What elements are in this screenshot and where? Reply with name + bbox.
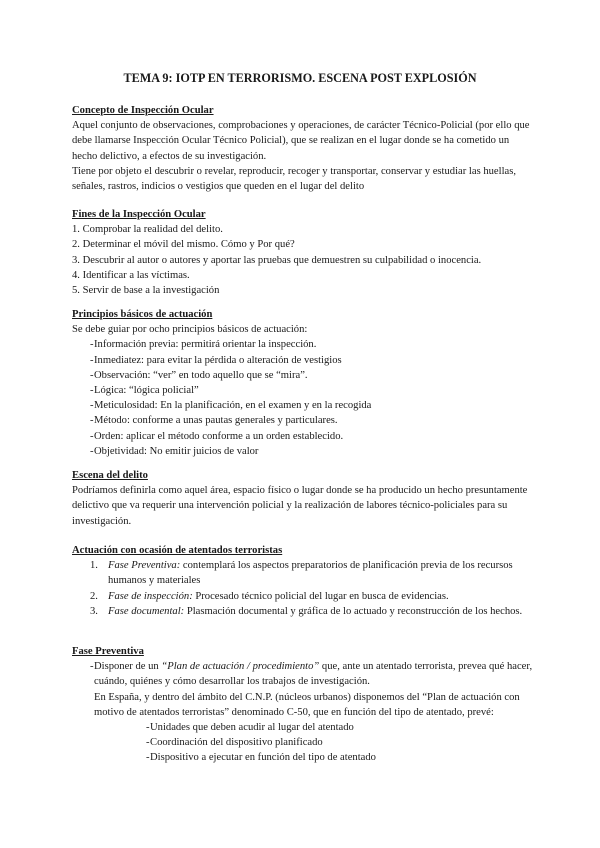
section-fines: [72, 207, 534, 298]
item-number: 3.: [90, 605, 98, 617]
paragraph: Aquel conjunto de observaciones, comprobaciones y operaciones, de carácter Técnico-Policial (por ello que debe llamarse Inspección Ocular Técnico Policial), que se realizan en el lugar donde se ha cometido un hecho delictivo, a efectos de su investigación.: [72, 120, 530, 162]
list-item: - Unidades que deben acudir al lugar del atentado: [128, 720, 534, 735]
principles-list: [72, 337, 534, 459]
list-item: - Coordinación del dispositivo planificado: [128, 735, 534, 750]
section-heading: Concepto de Inspección Ocular: [72, 105, 214, 116]
section-heading: Actuación con ocasión de atentados terroristas: [72, 545, 283, 556]
section-escena: [72, 468, 534, 529]
item-number: 2.: [90, 590, 98, 602]
list-item: 3. Descubrir al autor o autores y aportar las pruebas que demuestren su culpabilidad o inocencia.: [72, 254, 482, 266]
section-heading: Principios básicos de actuación: [72, 309, 213, 320]
preventiva-sublist: [72, 720, 534, 766]
paragraph: Podríamos definirla como aquel área, espacio físico o lugar donde se ha producido un hecho presuntamente delictivo que va requerir una intervención policial y la realización de labores técnico-policiales para su investigación.: [72, 485, 528, 527]
item-label: Fase de inspección:: [108, 590, 193, 602]
list-item: - Dispositivo a ejecutar en función del tipo de atentado: [128, 750, 534, 765]
page-title: TEMA 9: IOTP EN TERRORISMO. ESCENA POST EXPLOSIÓN: [123, 71, 477, 85]
list-item: - Información previa: permitirá orientar la inspección.: [72, 337, 534, 352]
section-concepto: [72, 103, 534, 194]
list-item: 4. Identificar a las víctimas.: [72, 269, 190, 281]
section-heading: Fines de la Inspección Ocular: [72, 209, 206, 220]
list-item: [72, 604, 534, 619]
list-item: - Observación: “ver” en todo aquello que se “mira”.: [72, 368, 534, 383]
item-text: Plasmación documental y gráfica de lo actuado y reconstrucción de los hechos.: [184, 605, 523, 617]
section-heading: Escena del delito: [72, 470, 148, 481]
list-item: [72, 659, 534, 720]
list-item: [72, 558, 534, 588]
list-item: [72, 589, 534, 604]
item-label: Fase Preventiva:: [108, 560, 181, 572]
list-item: - Método: conforme a unas pautas generales y particulares.: [72, 413, 534, 428]
item-text: Procesado técnico policial del lugar en busca de evidencias.: [192, 590, 449, 602]
item-number: 1.: [90, 560, 98, 572]
section-principios: [72, 307, 534, 459]
list-item: - Meticulosidad: En la planificación, en el examen y en la recogida: [72, 398, 534, 413]
list-item: - Orden: aplicar el método conforme a un orden establecido.: [72, 429, 534, 444]
section-actuacion: [72, 543, 534, 619]
item-label: Fase documental:: [108, 605, 185, 617]
item-text: contemplará los aspectos preparatorios de planificación previa de los recursos humanos y materiales: [108, 560, 513, 587]
preventiva-list: [72, 659, 534, 720]
paragraph: En España, y dentro del ámbito del C.N.P. (núcleos urbanos) disponemos del “Plan de actuación con motivo de atentados terroristas” denominado C-50, que en función del tipo de atentado, prevé:: [94, 691, 520, 718]
plan-title: “Plan de actuación / procedimiento”: [161, 661, 320, 673]
lead-text-cont: que, ante un atentado terrorista, prevea qué hacer, cuándo, quiénes y cómo desarrollar los trabajos de investigación.: [94, 661, 533, 688]
list-item: - Inmediatez: para evitar la pérdida o alteración de vestigios: [72, 353, 534, 368]
paragraph: Tiene por objeto el descubrir o revelar, reproducir, recoger y transportar, conservar y estudiar las huellas, señales, rastros, indicios o vestigios que queden en el lugar del delito: [72, 165, 516, 193]
phases-list: [72, 558, 534, 619]
paragraph: Se debe guiar por ocho principios básicos de actuación:: [72, 324, 308, 336]
list-item: 1. Comprobar la realidad del delito.: [72, 224, 223, 236]
section-heading: Fase Preventiva: [72, 646, 144, 657]
list-item: 5. Servir de base a la investigación: [72, 285, 220, 297]
section-preventiva: [72, 644, 534, 766]
list-item: 2. Determinar el móvil del mismo. Cómo y Por qué?: [72, 239, 295, 251]
list-item: - Lógica: “lógica policial”: [72, 383, 534, 398]
lead-text: Disponer de un: [94, 661, 162, 673]
list-item: - Objetividad: No emitir juicios de valor: [72, 444, 534, 459]
